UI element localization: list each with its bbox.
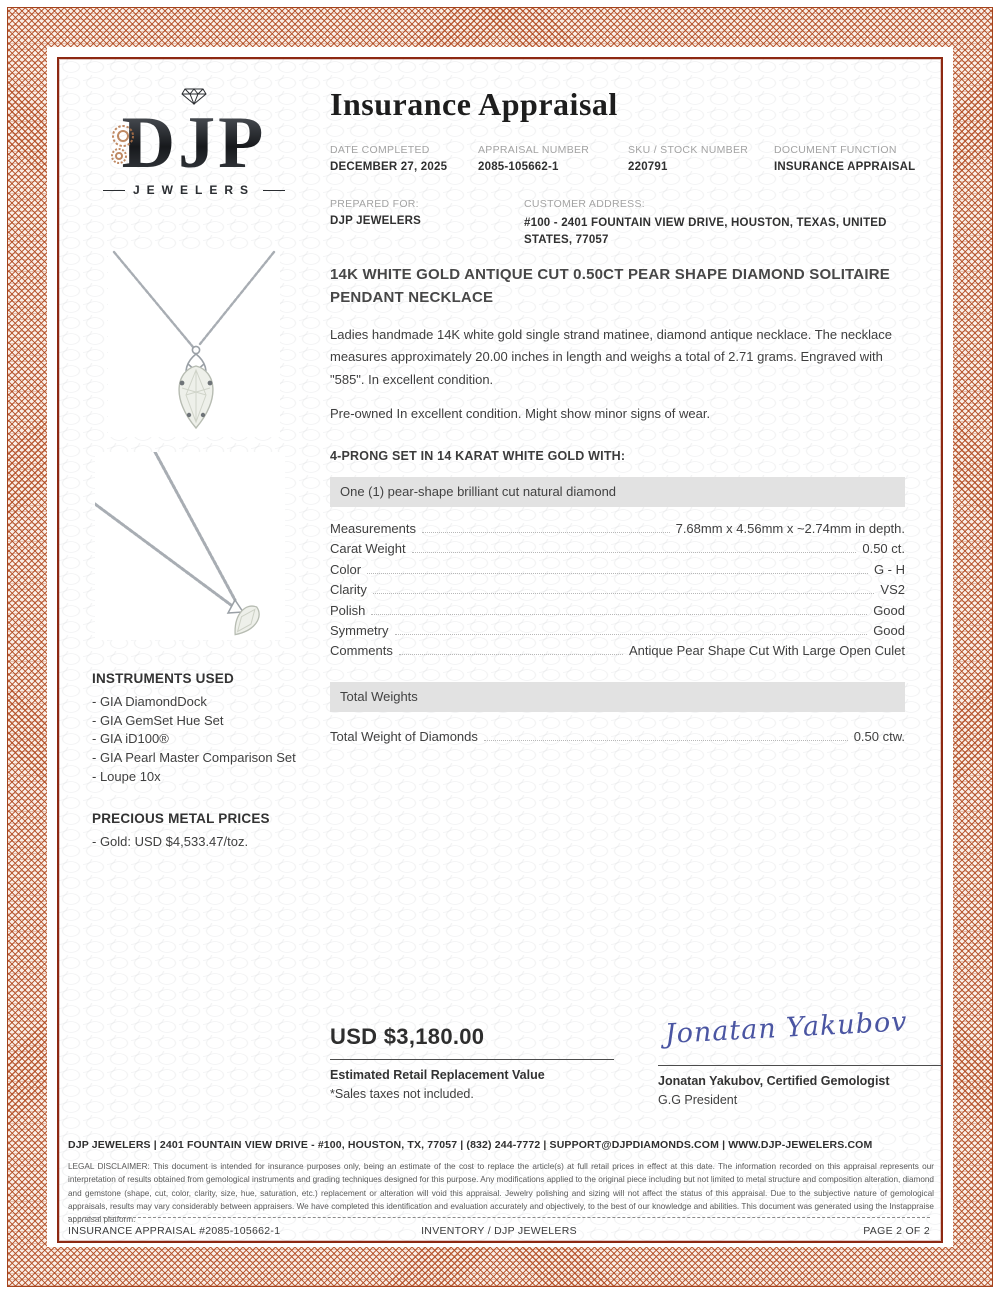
document-header	[330, 86, 920, 248]
signature-underline	[658, 1065, 942, 1066]
meta-document-function: DOCUMENT FUNCTION INSURANCE APPRAISAL	[774, 144, 916, 173]
sidebar	[92, 671, 327, 851]
list-item: - GIA DiamondDock	[92, 694, 207, 709]
table-row: Clarity VS2	[330, 582, 905, 598]
bottom-bar-center: INVENTORY / DJP JEWELERS	[421, 1225, 577, 1237]
metal-prices-heading: PRECIOUS METAL PRICES	[92, 810, 270, 826]
metal-prices-list	[92, 833, 327, 852]
signature-block	[658, 1006, 942, 1107]
table-row: Measurements 7.68mm x 4.56mm x ~2.74mm in depth.	[330, 521, 905, 536]
document-title: Insurance Appraisal	[330, 86, 618, 122]
meta-row	[330, 144, 920, 173]
appraised-amount: USD $3,180.00	[330, 1024, 485, 1049]
bottom-bar-right: PAGE 2 OF 2	[863, 1225, 930, 1237]
footer-contact-line: DJP JEWELERS | 2401 FOUNTAIN VIEW DRIVE - #100, HOUSTON, TX, 77057 | (832) 244-7772 | SUPPORT@DJPDIAMONDS.COM | WWW.DJP-JEWELERS.COM	[68, 1139, 873, 1151]
instruments-list	[92, 693, 327, 787]
stone-banner: One (1) pear-shape brilliant cut natural diamond	[330, 477, 905, 507]
condition-note: Pre-owned In excellent condition. Might show minor signs of wear.	[330, 406, 711, 422]
logo-brand-text: DJP	[85, 105, 303, 181]
prepared-row	[330, 198, 920, 248]
list-item: - GIA Pearl Master Comparison Set	[92, 750, 296, 766]
logo-sub-text: JEWELERS	[85, 183, 303, 197]
list-item: - GIA iD100®	[92, 731, 169, 747]
valuation-section	[330, 1006, 942, 1107]
signature-script: Jonatan Yakubov	[664, 1006, 909, 1051]
signer-name: Jonatan Yakubov, Certified Gemologist	[658, 1074, 890, 1088]
list-item: - GIA GemSet Hue Set	[92, 712, 224, 728]
table-row: Carat Weight 0.50 ct.	[330, 541, 905, 557]
meta-date-completed: DATE COMPLETED DECEMBER 27, 2025	[330, 144, 448, 173]
signer-title: G.G President	[658, 1093, 738, 1107]
table-row: Comments Antique Pear Shape Cut With Large Open Culet	[330, 643, 905, 659]
pendant-photo-front	[108, 250, 280, 437]
table-row: Total Weight of Diamonds 0.50 ctw.	[330, 729, 905, 745]
table-row: Polish Good	[330, 602, 905, 618]
table-row: Color G - H	[330, 561, 905, 577]
item-title: 14K WHITE GOLD ANTIQUE CUT 0.50CT PEAR SHAPE DIAMOND SOLITAIRE PENDANT NECKLACE	[330, 266, 890, 307]
list-item: - Loupe 10x	[92, 768, 161, 784]
meta-sku-number: SKU / STOCK NUMBER 220791	[628, 144, 749, 173]
tax-note: *Sales taxes not included.	[330, 1087, 474, 1101]
bottom-bar-left: INSURANCE APPRAISAL #2085-105662-1	[68, 1225, 281, 1237]
stone-spec-table	[330, 521, 905, 658]
gear-icon	[97, 118, 149, 170]
item-section	[330, 263, 905, 750]
prepared-for: PREPARED FOR: DJP JEWELERS	[330, 198, 422, 227]
totals-table	[330, 729, 905, 744]
bottom-bar	[68, 1217, 930, 1237]
customer-address: CUSTOMER ADDRESS: #100 - 2401 FOUNTAIN VIEW DRIVE, HOUSTON, TEXAS, UNITED STATES, 77057	[524, 198, 887, 246]
list-item: - Gold: USD $4,533.47/toz.	[92, 833, 249, 849]
legal-disclaimer: LEGAL DISCLAIMER: This document is intended for insurance purposes only, being an estimate of the cost to replace the article(s) at full retail prices in effect at this date. The information recorded on this appraisal represents our interpretation of results obtained from gemological instruments and grading techniques designed for this purpose. Any modifications applied to the original piece including but not limited to metal structure and composition alteration, diamond and gemstone (shape, cut, color, clarity, size, hue, saturation, etc.) replacement or alteration will void this appraisal. Jewelry polishing and sizing will not affect the status of this appraisal. Due to the subjective nature of gemological appraisals, results may vary considerably between appraisers. We have completed this identification and evaluation accurately and objectively, to the best of our knowledge and abilities. This document was generated using the Instappraise appraisal platform.	[68, 1162, 934, 1225]
replacement-value-block	[330, 1014, 614, 1107]
amount-caption: Estimated Retail Replacement Value	[330, 1068, 545, 1082]
amount-underline	[330, 1059, 614, 1060]
item-description: Ladies handmade 14K white gold single strand matinee, diamond antique necklace. The necklace measures approximately 20.00 inches in length and weighs a total of 2.71 grams. Engraved with "585". In excellent condition.	[330, 326, 893, 388]
instruments-heading: INSTRUMENTS USED	[92, 671, 234, 686]
meta-appraisal-number: APPRAISAL NUMBER 2085-105662-1	[478, 144, 590, 173]
setting-heading: 4-PRONG SET IN 14 KARAT WHITE GOLD WITH:	[330, 449, 626, 463]
table-row: Symmetry Good	[330, 622, 905, 638]
djp-logo	[85, 88, 303, 226]
total-weights-banner: Total Weights	[330, 682, 905, 712]
necklace-photo-angle	[95, 452, 285, 640]
